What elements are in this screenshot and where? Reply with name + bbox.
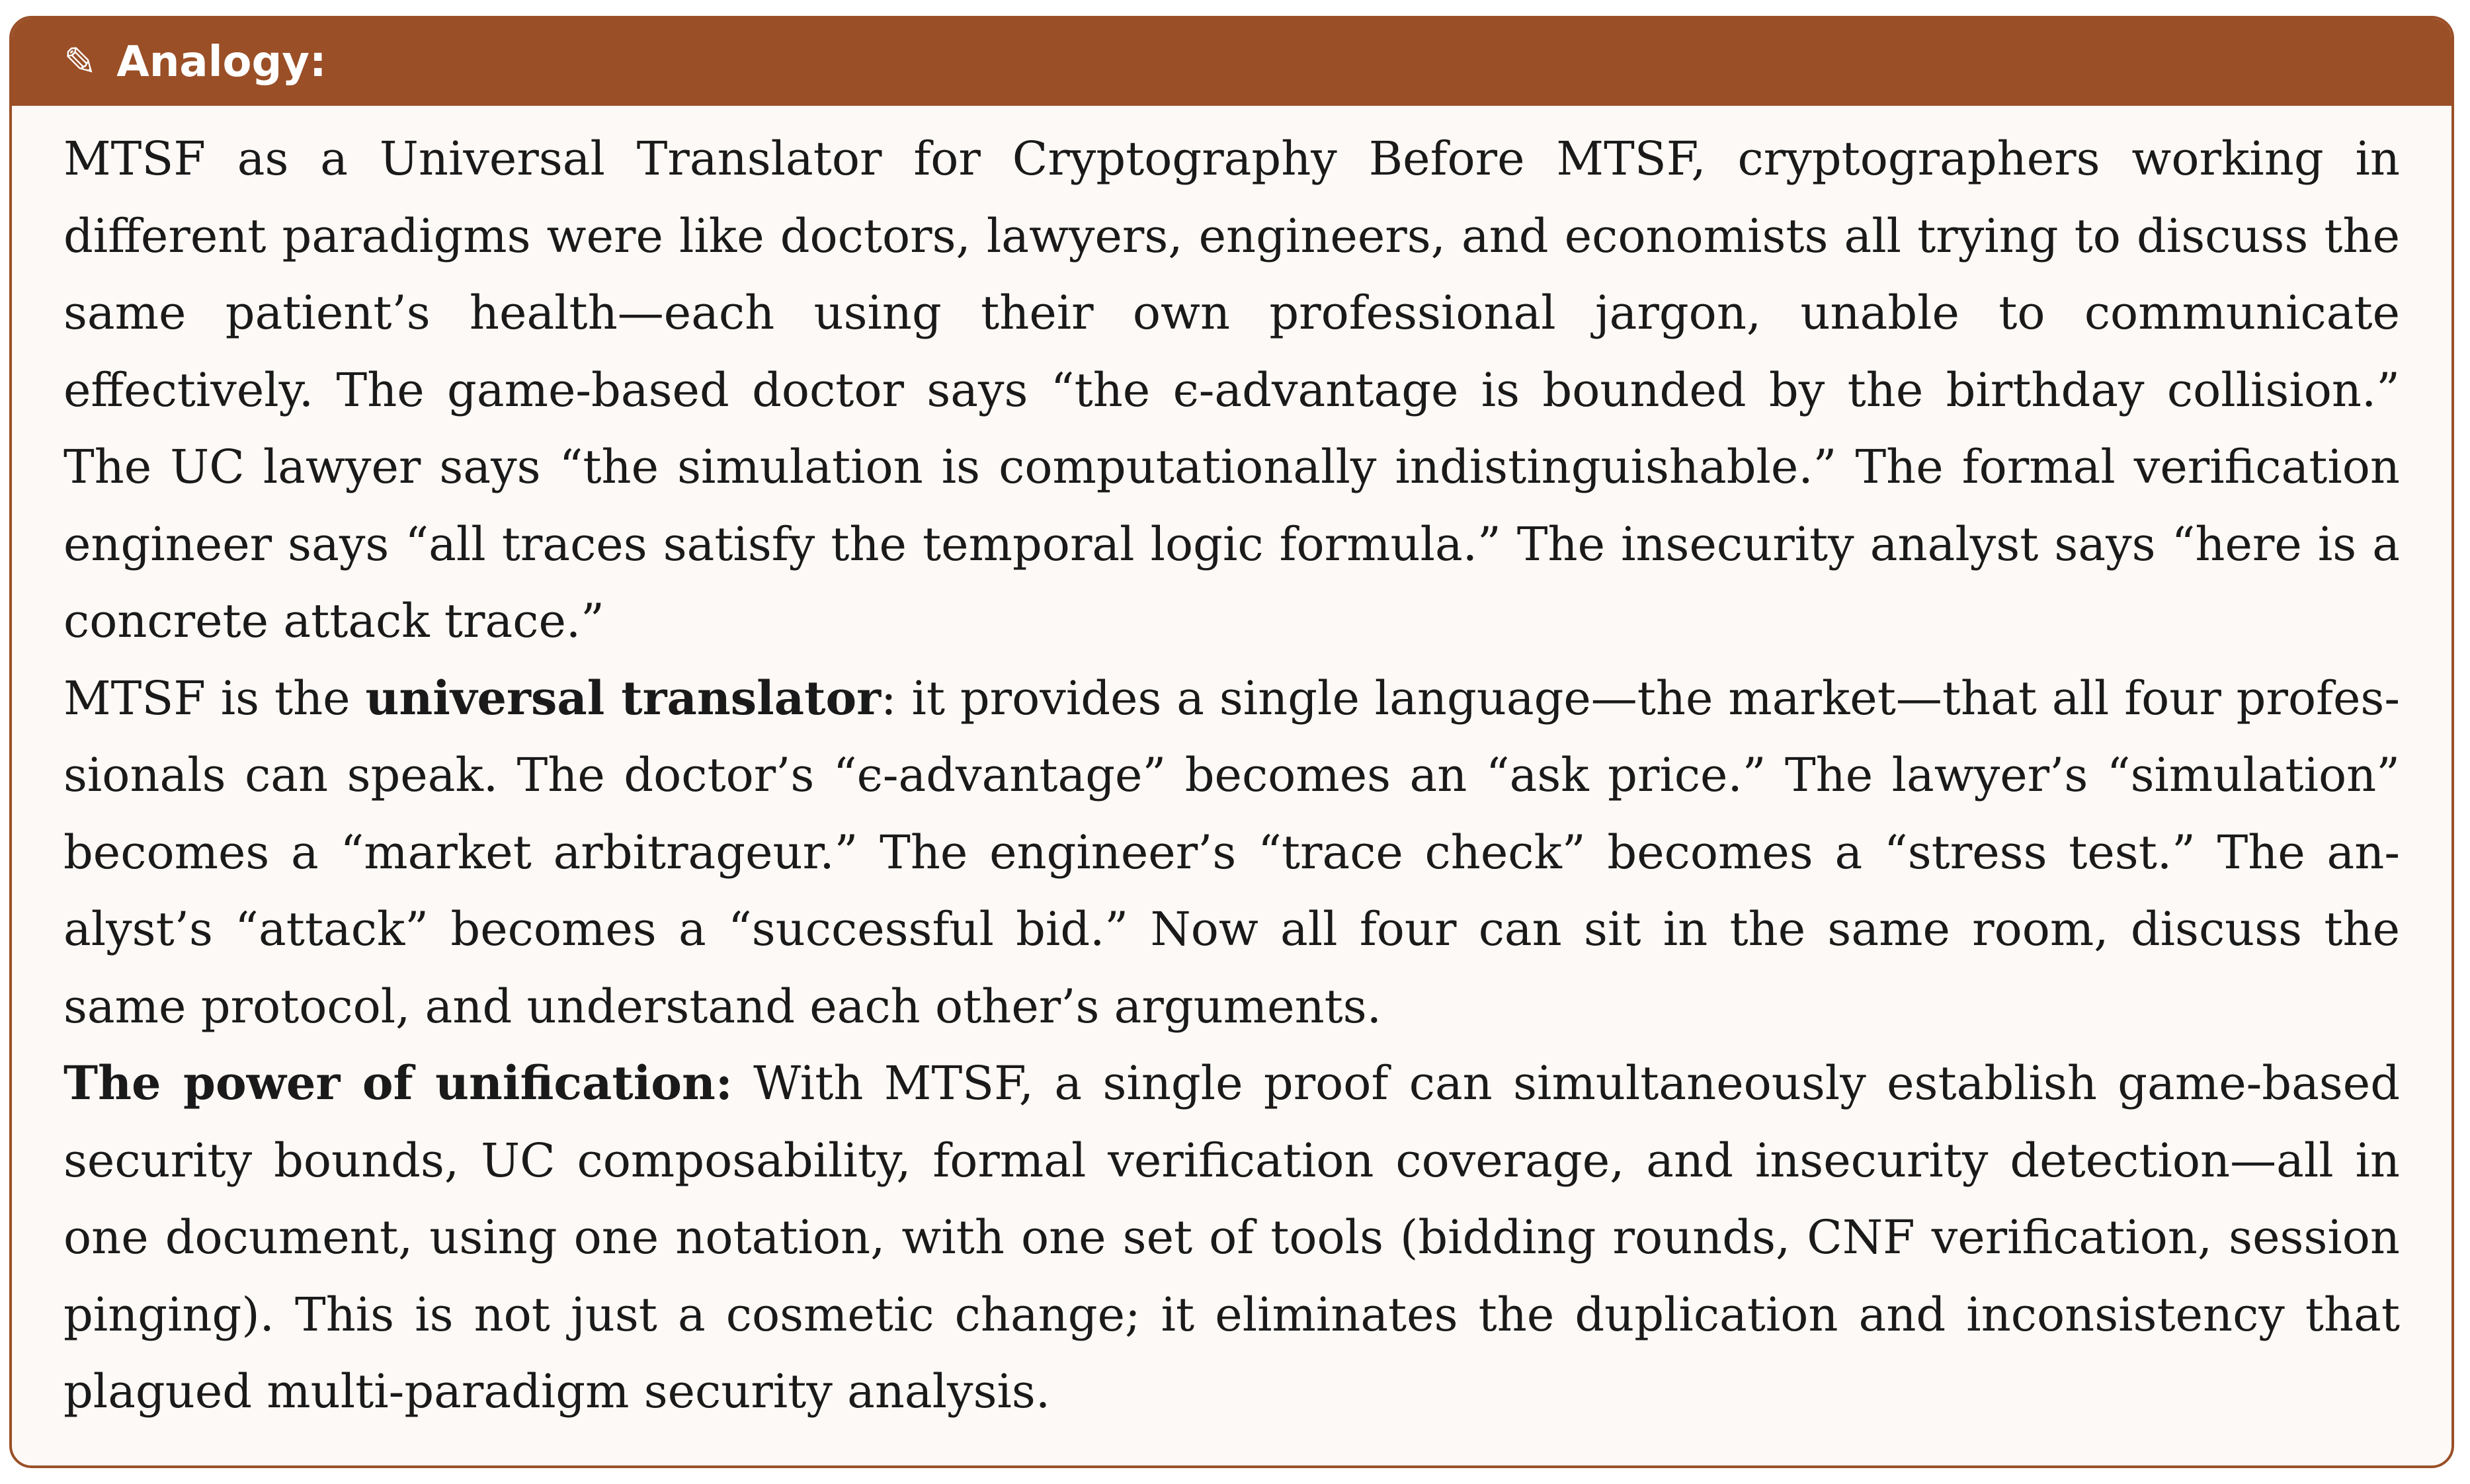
analogy-paragraph-2	[63, 660, 2400, 1046]
paragraph-2-lead: MTSF is the	[63, 671, 366, 725]
pencil-icon: ✎	[63, 39, 97, 85]
analogy-header	[12, 19, 2451, 106]
analogy-paragraph-3	[63, 1045, 2400, 1430]
paragraph-3-text: With MTSF, a single proof can simultaneously establish game-based security bounds, UC composability, formal verification coverage, and insecurity detection—all in one document, using one notation, with one set of tools (bidding rounds, CNF verification, session pinging). This is not just a cosmetic change; it eliminates the duplication and inconsistency that plagued multi-paradigm security analysis.	[63, 1056, 2400, 1419]
paragraph-2-bold: universal translator	[365, 670, 882, 725]
paragraph-2-text: : it provides a single language—the market—that all four professionals can speak. The doctor’s “ϵ-advantage” becomes an “ask price.” The lawyer’s “simulation” becomes a “market arbitrageur.” The engineer’s “trace check” becomes a “stress test.” The analyst’s “attack” becomes a “successful bid.” Now all four can sit in the same room, discuss the same protocol, and understand each other’s arguments.	[63, 671, 2400, 1034]
paragraph-3-bold: The power of unification:	[63, 1055, 733, 1110]
analogy-paragraph-1: MTSF as a Universal Translator for Cryptography Before MTSF, cryptographers working in different paradigms were like doctors, lawyers, engineers, and economists all trying to discuss the same patient’s health—each using their own professional jargon, unable to communicate effectively. The game-based doctor says “the ϵ-advantage is bounded by the birthday collision.” The UC lawyer says “the simulation is computationally indistinguishable.” The formal verification engineer says “all traces satisfy the temporal logic formula.” The insecurity analyst says “here is a concrete attack trace.”	[63, 132, 2400, 648]
analogy-title: Analogy:	[116, 38, 327, 87]
analogy-body	[12, 106, 2451, 1430]
analogy-box	[9, 16, 2454, 1468]
